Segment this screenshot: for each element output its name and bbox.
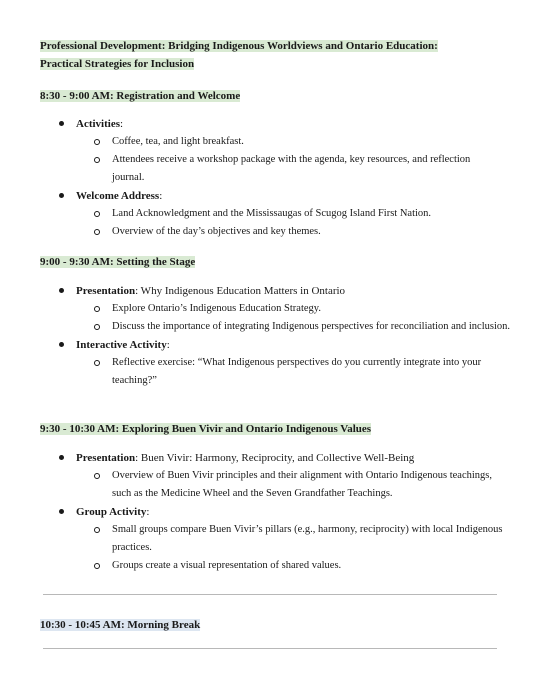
item-label: Interactive Activity (76, 339, 167, 351)
item-suffix: : Buen Vivir: Harmony, Reciprocity, and Collective Well-Being (135, 452, 415, 464)
list-item (40, 336, 510, 390)
section-list-registration (40, 115, 510, 241)
sub-list-item: Overview of Buen Vivir principles and their alignment with Ontario Indigenous teachings, such as the Medicine Wheel and the Seven Grandfather Teachings. (76, 467, 510, 503)
sub-list-item: Coffee, tea, and light breakfast. (76, 133, 510, 151)
document-title (40, 37, 438, 73)
title-line-2: Practical Strategies for Inclusion (40, 58, 195, 70)
section-heading-text: 9:30 - 10:30 AM: Exploring Buen Vivir and Ontario Indigenous Values (40, 423, 372, 435)
item-suffix: : (166, 339, 170, 351)
sub-list-item: Overview of the day’s objectives and key themes. (76, 223, 510, 241)
item-suffix: : (159, 190, 163, 202)
horizontal-rule (43, 648, 497, 649)
item-label: Activities (76, 118, 120, 130)
sub-list-item: Reflective exercise: “What Indigenous perspectives do you currently integrate into your teaching?” (76, 354, 510, 390)
sub-list-item: Attendees receive a workshop package with the agenda, key resources, and reflection journal. (76, 151, 510, 187)
item-suffix: : (146, 506, 150, 518)
list-item (40, 282, 510, 336)
section-heading-text: 10:30 - 10:45 AM: Morning Break (40, 619, 201, 631)
list-item (40, 503, 510, 575)
horizontal-rule (43, 594, 497, 595)
section-heading-text: 9:00 - 9:30 AM: Setting the Stage (40, 256, 196, 268)
sub-list-item: Groups create a visual representation of shared values. (76, 557, 510, 575)
title-line-1: Professional Development: Bridging Indigenous Worldviews and Ontario Education: (40, 40, 438, 52)
item-label: Group Activity (76, 506, 147, 518)
section-list-setting-stage (40, 282, 510, 390)
section-heading-morning-break (40, 618, 200, 632)
list-item (40, 187, 510, 241)
item-suffix: : (119, 118, 124, 130)
item-suffix: : Why Indigenous Education Matters in Ontario (135, 285, 346, 297)
section-heading-buen-vivir (40, 422, 371, 436)
item-label: Presentation (76, 452, 136, 464)
sub-list-item: Land Acknowledgment and the Mississaugas of Scugog Island First Nation. (76, 205, 510, 223)
section-heading-text: 8:30 - 9:00 AM: Registration and Welcome (40, 90, 241, 102)
sub-list-item: Discuss the importance of integrating Indigenous perspectives for reconciliation and inclusion. (76, 318, 510, 336)
sub-list-item: Explore Ontario’s Indigenous Education Strategy. (76, 300, 510, 318)
list-item (40, 115, 510, 187)
item-label: Presentation (76, 285, 136, 297)
sub-list-item: Small groups compare Buen Vivir’s pillars (e.g., harmony, reciprocity) with local Indigenous practices. (76, 521, 510, 557)
section-heading-setting-stage (40, 255, 195, 269)
item-label: Welcome Address (76, 190, 160, 202)
list-item (40, 449, 510, 503)
section-list-buen-vivir (40, 449, 510, 575)
section-heading-registration (40, 89, 240, 103)
